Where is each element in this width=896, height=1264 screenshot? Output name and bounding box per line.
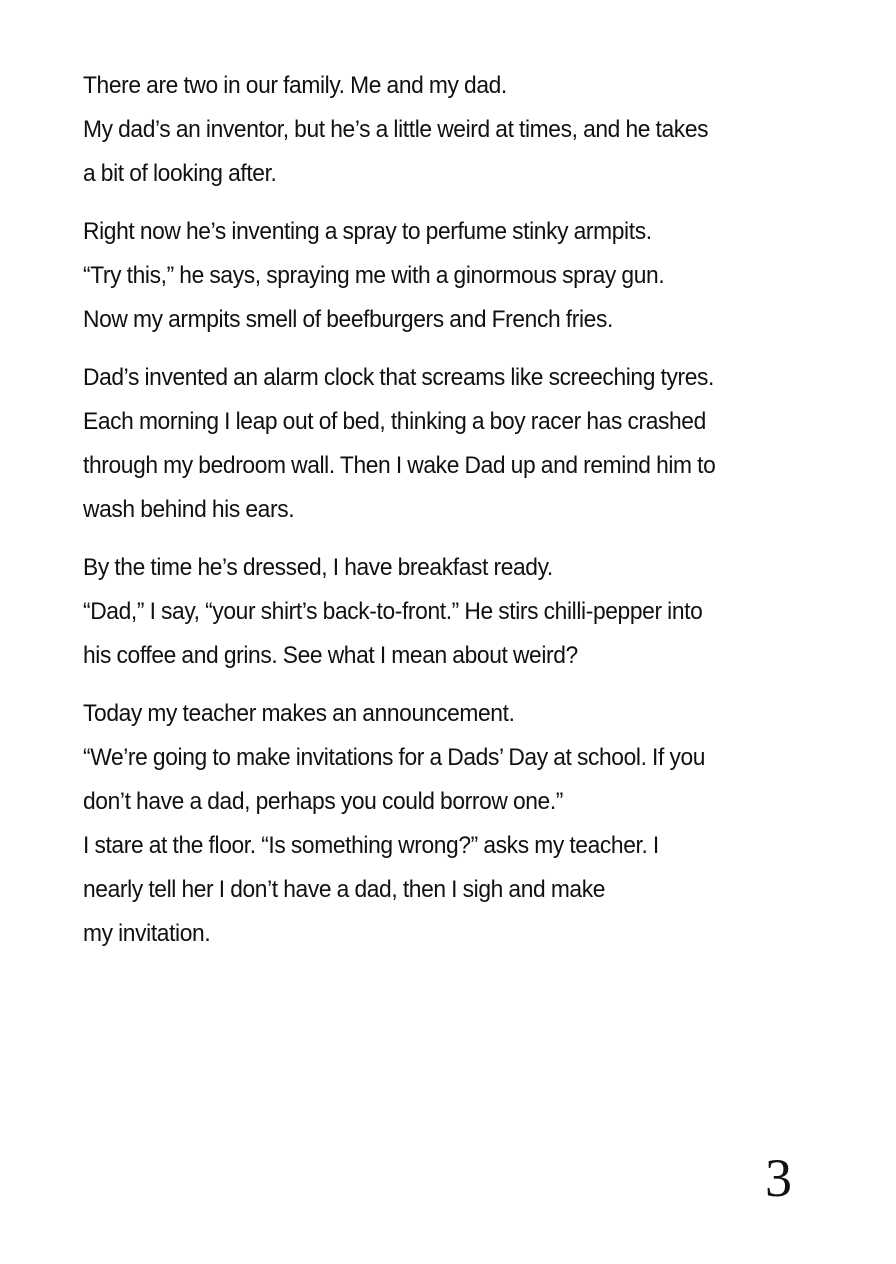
- paragraph-5: [83, 692, 753, 956]
- paragraph-4: [83, 546, 753, 678]
- text-line: nearly tell her I don’t have a dad, then I sigh and make: [83, 876, 606, 903]
- story-text: [83, 64, 753, 970]
- text-line: I stare at the floor. “Is something wrong?” asks my teacher. I: [83, 832, 659, 859]
- paragraph-2: [83, 210, 753, 342]
- text-line: don’t have a dad, perhaps you could borrow one.”: [83, 788, 564, 815]
- text-line: Today my teacher makes an announcement.: [83, 700, 515, 727]
- page-number: 3: [765, 1148, 792, 1208]
- paragraph-1: [83, 64, 753, 196]
- text-line: “Dad,” I say, “your shirt’s back-to-front.” He stirs chilli-pepper into: [83, 598, 703, 625]
- text-line: Each morning I leap out of bed, thinking a boy racer has crashed: [83, 408, 706, 435]
- text-line: There are two in our family. Me and my dad.: [83, 72, 507, 99]
- text-line: his coffee and grins. See what I mean about weird?: [83, 642, 578, 669]
- text-line: Right now he’s inventing a spray to perfume stinky armpits.: [83, 218, 652, 245]
- paragraph-3: [83, 356, 753, 532]
- text-line: through my bedroom wall. Then I wake Dad up and remind him to: [83, 452, 716, 479]
- text-line: my invitation.: [83, 920, 211, 947]
- text-line: Dad’s invented an alarm clock that screams like screeching tyres.: [83, 364, 715, 391]
- text-line: Now my armpits smell of beefburgers and French fries.: [83, 306, 613, 333]
- text-line: a bit of looking after.: [83, 160, 277, 187]
- text-line: “We’re going to make invitations for a Dads’ Day at school. If you: [83, 744, 706, 771]
- text-line: By the time he’s dressed, I have breakfast ready.: [83, 554, 553, 581]
- text-line: wash behind his ears.: [83, 496, 295, 523]
- text-line: “Try this,” he says, spraying me with a ginormous spray gun.: [83, 262, 665, 289]
- text-line: My dad’s an inventor, but he’s a little weird at times, and he takes: [83, 116, 709, 143]
